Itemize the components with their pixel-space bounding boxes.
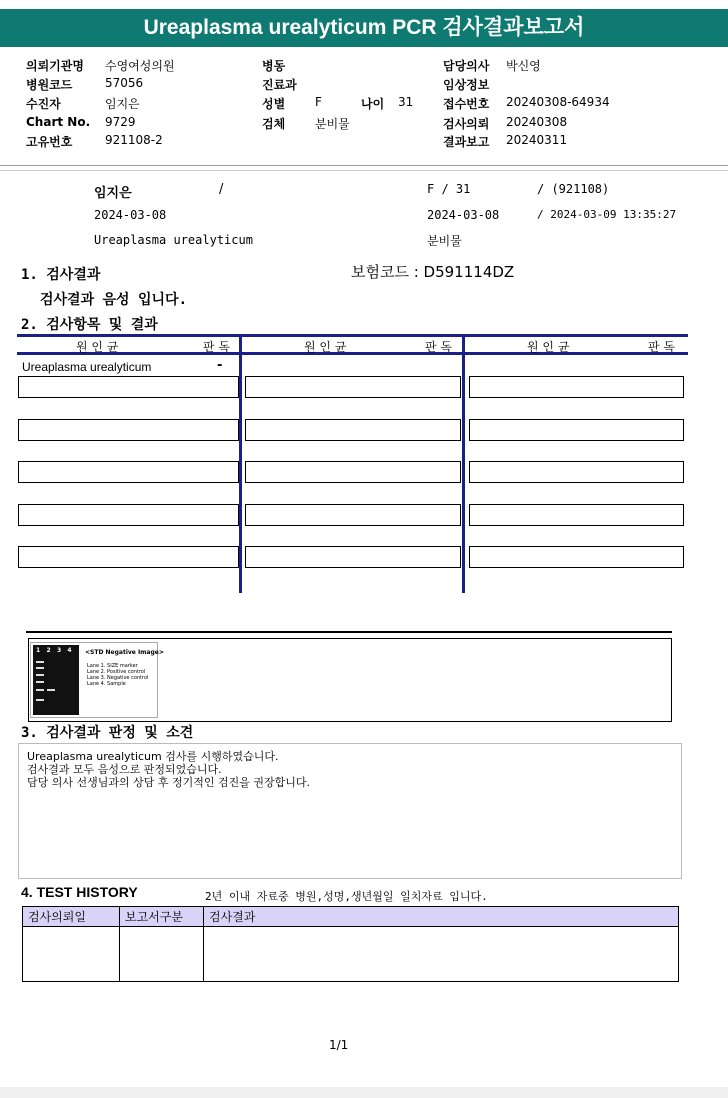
gel-legend-item: Lane 3. Negative control xyxy=(87,675,149,681)
gel-band xyxy=(36,661,44,663)
gel-legend-item: Lane 4. Sample xyxy=(87,681,126,687)
item-result: - xyxy=(217,358,223,373)
gel-photo xyxy=(33,645,79,715)
table-col-divider-2 xyxy=(462,334,465,593)
history-note: 2년 이내 자료중 병원,성명,생년월일 일치자료 입니다. xyxy=(205,890,488,903)
section1-result: 검사결과 음성 입니다. xyxy=(40,292,188,308)
item-name: Ureaplasma urealyticum xyxy=(22,360,152,374)
result-box xyxy=(469,419,684,441)
opinion-line: Ureaplasma urealyticum 검사를 시행하였습니다. xyxy=(27,750,279,763)
header-hospital: 의뢰기관명 수영여성의원 xyxy=(26,59,175,73)
result-box xyxy=(18,419,239,441)
header-chart-no: Chart No. 9729 xyxy=(26,115,136,129)
col-header-judge-1: 판 독 xyxy=(203,340,230,354)
header-request-date: 검사의뢰 20240308 xyxy=(443,115,568,131)
receipt-date: 2024-03-08 xyxy=(427,208,500,222)
header-department: 진료과 xyxy=(262,78,297,92)
gel-panel-rule xyxy=(26,631,672,633)
result-box xyxy=(245,504,461,526)
header-doctor: 담당의사 박신영 xyxy=(443,59,541,73)
patient-sex-age: F / 31 xyxy=(427,182,471,196)
header-sex: 성별 F xyxy=(262,95,322,111)
section4-title: 4. TEST HISTORY xyxy=(21,884,138,900)
header-hospital-code: 병원코드 57056 xyxy=(26,76,144,92)
test-name: Ureaplasma urealyticum xyxy=(94,233,253,247)
col-header-organism-2: 원 인 균 xyxy=(304,340,347,354)
col-header-organism-3: 원 인 균 xyxy=(527,340,570,354)
opinion-line: 담당 의사 선생님과의 상담 후 정기적인 검진을 권장합니다. xyxy=(27,776,310,789)
result-box xyxy=(18,376,239,398)
opinion-line: 검사결과 모두 음성으로 판정되었습니다. xyxy=(27,763,222,776)
result-box xyxy=(245,461,461,483)
history-col-request-date: 검사의뢰일 xyxy=(23,907,120,927)
header-unique-no: 고유번호 921108-2 xyxy=(26,133,163,149)
insurance-code: 보험코드 : D591114DZ xyxy=(351,263,515,281)
result-box xyxy=(469,546,684,568)
specimen: 분비물 xyxy=(427,234,462,248)
gel-lane-2: 2 xyxy=(46,647,51,654)
table-col-divider-1 xyxy=(239,334,242,593)
history-table xyxy=(22,906,679,982)
header-clinical-info: 임상정보 xyxy=(443,78,490,92)
gel-band xyxy=(36,667,44,669)
patient-name: 임지은 xyxy=(94,186,132,201)
table-top-rule xyxy=(17,334,688,337)
result-box xyxy=(469,504,684,526)
section2-title: 2. 검사항목 및 결과 xyxy=(21,317,158,333)
history-col-result: 검사결과 xyxy=(204,907,679,927)
history-col-report-type: 보고서구분 xyxy=(120,907,204,927)
result-box xyxy=(18,461,239,483)
result-box xyxy=(245,419,461,441)
patient-slash: / xyxy=(219,182,224,197)
opinion-box xyxy=(18,743,682,879)
section1-title: 1. 검사결과 xyxy=(21,267,101,283)
col-header-judge-3: 판 독 xyxy=(648,340,675,354)
header-report-date: 결과보고 20240311 xyxy=(443,133,568,149)
col-header-judge-2: 판 독 xyxy=(425,340,452,354)
header-specimen: 검체 분비물 xyxy=(262,117,350,131)
result-box xyxy=(469,376,684,398)
gel-caption: <STD Negative Image> xyxy=(85,649,164,656)
page-number: 1/1 xyxy=(329,1038,349,1052)
section3-title: 3. 검사결과 판정 및 소견 xyxy=(21,725,194,741)
patient-id: / (921108) xyxy=(537,182,610,196)
result-box xyxy=(245,546,461,568)
header-patient: 수진자 임지은 xyxy=(26,97,140,111)
header-ward: 병동 xyxy=(262,59,286,73)
report-title: Ureaplasma urealyticum PCR 검사결과보고서 xyxy=(0,9,728,47)
table-row xyxy=(23,927,679,982)
gel-band xyxy=(36,689,44,691)
result-box xyxy=(18,504,239,526)
history-header-row xyxy=(23,907,679,927)
header-age: 나이 31 xyxy=(361,95,414,111)
gel-legend-item: Lane 2. Positive control xyxy=(87,669,146,675)
gel-image xyxy=(30,642,164,718)
header-receipt-no: 접수번호 20240308-64934 xyxy=(443,95,610,111)
result-datetime: / 2024-03-09 13:35:27 xyxy=(537,208,677,221)
gel-legend xyxy=(87,663,148,687)
header-divider xyxy=(0,165,728,166)
gel-legend-item: Lane 1. SIZE marker xyxy=(87,663,138,669)
col-header-organism-1: 원 인 균 xyxy=(76,340,119,354)
gel-lane-3: 3 xyxy=(56,647,62,654)
request-date: 2024-03-08 xyxy=(94,208,167,222)
gel-band xyxy=(36,681,44,683)
gel-band xyxy=(36,699,44,701)
gel-band xyxy=(47,689,55,691)
gel-lane-1: 1 xyxy=(36,647,41,654)
result-box xyxy=(245,376,461,398)
gel-band xyxy=(36,674,44,676)
result-box xyxy=(469,461,684,483)
gel-lane-4: 4 xyxy=(67,647,72,654)
header-divider-2 xyxy=(0,170,728,171)
result-box xyxy=(18,546,239,568)
